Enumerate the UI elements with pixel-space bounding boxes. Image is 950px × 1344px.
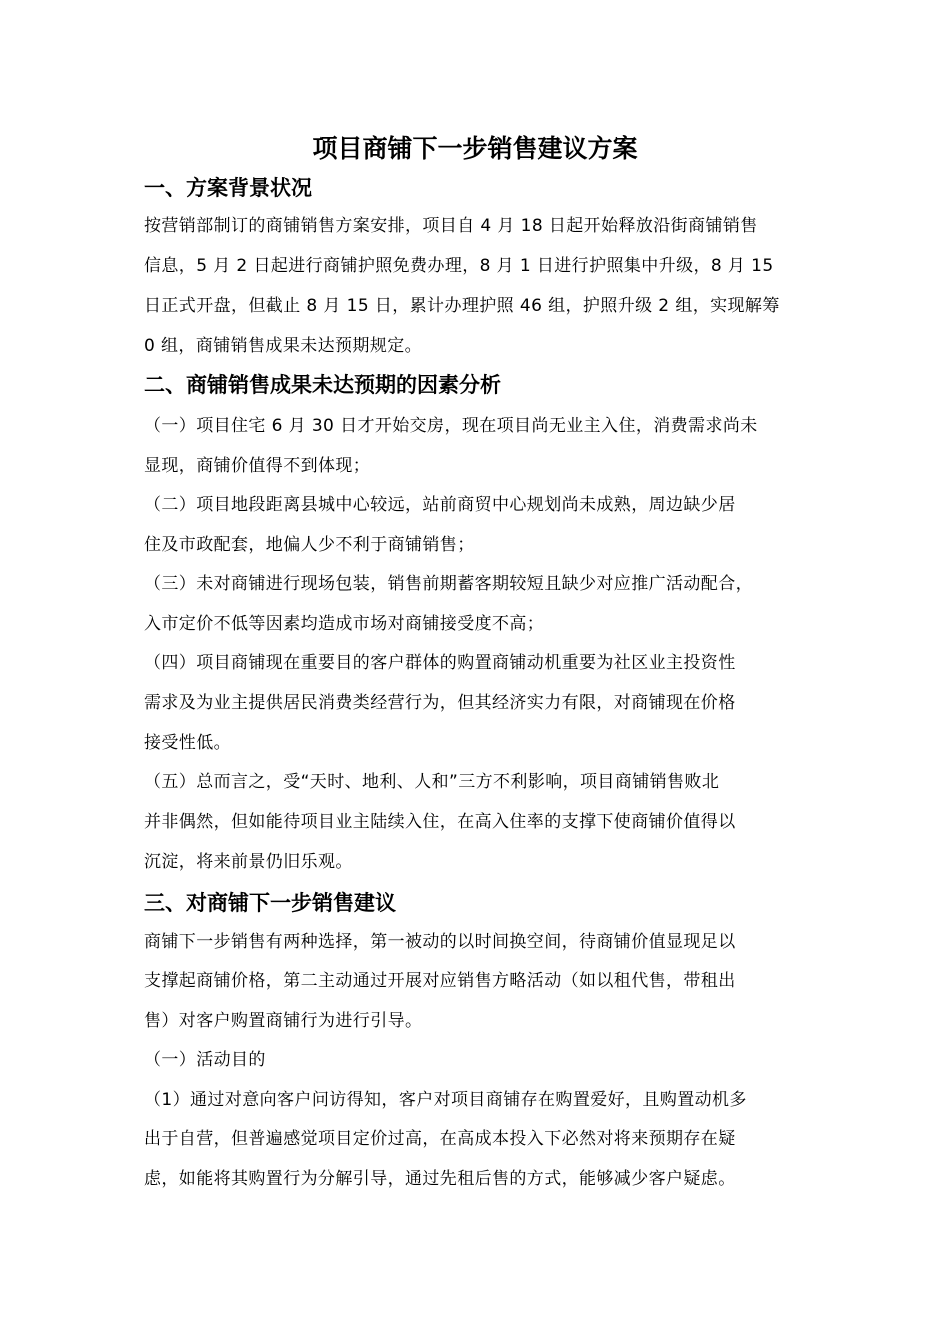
paragraph-line: 日正式开盘，但截止 8 月 15 日，累计办理护照 46 组，护照升级 2 组，实现解筹 <box>144 296 780 316</box>
paragraph-line: 并非偶然，但如能待项目业主陆续入住，在高入住率的支撑下使商铺价值得以 <box>144 812 736 832</box>
paragraph-line: 住及市政配套，地偏人少不利于商铺销售； <box>144 535 475 555</box>
paragraph-line: （二）项目地段距离县城中心较远，站前商贸中心规划尚未成熟，周边缺少居 <box>144 495 736 515</box>
paragraph-line: （四）项目商铺现在重要目的客户群体的购置商铺动机重要为社区业主投资性 <box>144 653 736 673</box>
section-heading-background: 一、方案背景状况 <box>144 176 312 200</box>
paragraph-line: 按营销部制订的商铺销售方案安排，项目自 4 月 18 日起开始释放沿街商铺销售 <box>144 216 758 236</box>
paragraph-line: （三）未对商铺进行现场包装，销售前期蓄客期较短且缺少对应推广活动配合， <box>144 574 753 594</box>
paragraph-line: 信息，5 月 2 日起进行商铺护照免费办理，8 月 1 日进行护照集中升级，8 月 15 <box>144 256 774 276</box>
section-heading-suggestions: 三、对商铺下一步销售建议 <box>144 891 396 915</box>
paragraph-line: （1）通过对意向客户问访得知，客户对项目商铺存在购置爱好，且购置动机多 <box>144 1090 747 1110</box>
paragraph-line: 商铺下一步销售有两种选择，第一被动的以时间换空间，待商铺价值显现足以 <box>144 932 736 952</box>
paragraph-line: 支撑起商铺价格，第二主动通过开展对应销售方略活动（如以租代售，带租出 <box>144 971 736 991</box>
paragraph-line: 出于自营，但普遍感觉项目定价过高，在高成本投入下必然对将来预期存在疑 <box>144 1129 736 1149</box>
sub-heading-activity-purpose: （一）活动目的 <box>144 1050 266 1070</box>
paragraph-line: 入市定价不低等因素均造成市场对商铺接受度不高； <box>144 614 545 634</box>
paragraph-line: （一）项目住宅 6 月 30 日才开始交房，现在项目尚无业主入住，消费需求尚未 <box>144 416 758 436</box>
document-title: 项目商铺下一步销售建议方案 <box>312 134 638 163</box>
paragraph-line: 0 组，商铺销售成果未达预期规定。 <box>144 336 423 356</box>
paragraph-line: 虑，如能将其购置行为分解引导，通过先租后售的方式，能够减少客户疑虑。 <box>144 1169 736 1189</box>
paragraph-line: 售）对客户购置商铺行为进行引导。 <box>144 1011 423 1031</box>
paragraph-line: 需求及为业主提供居民消费类经营行为，但其经济实力有限，对商铺现在价格 <box>144 693 736 713</box>
paragraph-line: 沉淀，将来前景仍旧乐观。 <box>144 852 353 872</box>
paragraph-line: 接受性低。 <box>144 733 231 753</box>
paragraph-line: 显现，商铺价值得不到体现； <box>144 456 371 476</box>
paragraph-line: （五）总而言之，受“天时、地利、人和”三方不利影响，项目商铺销售败北 <box>144 772 720 792</box>
section-heading-analysis: 二、商铺销售成果未达预期的因素分析 <box>144 373 501 397</box>
